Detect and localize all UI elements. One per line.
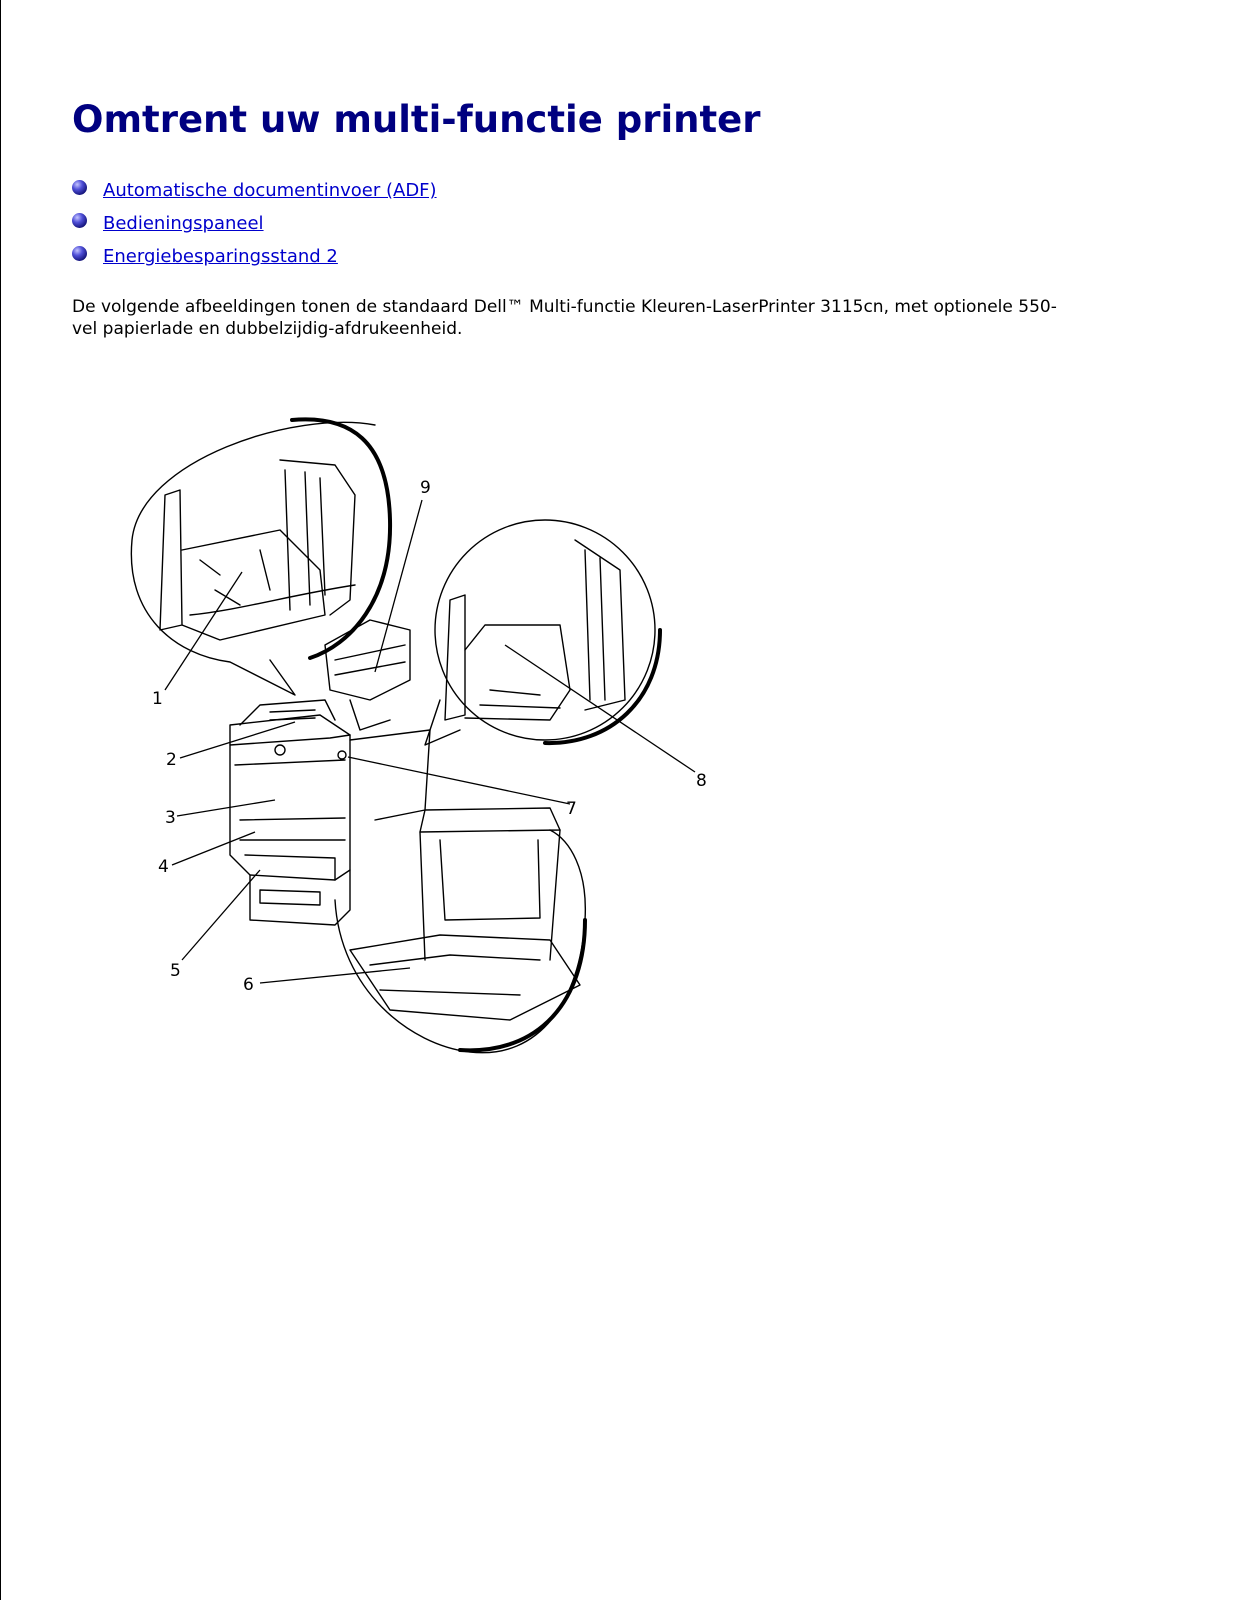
callout-6: 6 — [243, 975, 254, 995]
callout-4: 4 — [158, 857, 169, 877]
link-bedieningspaneel[interactable]: Bedieningspaneel — [103, 213, 264, 234]
toc-list — [72, 174, 437, 273]
bullet-icon — [72, 213, 87, 228]
callout-9: 9 — [420, 478, 431, 498]
list-item — [72, 207, 437, 240]
callout-2: 2 — [166, 750, 177, 770]
link-energiebesparingsstand[interactable]: Energiebesparingsstand 2 — [103, 246, 338, 267]
link-adf[interactable]: Automatische documentinvoer (ADF) — [103, 180, 437, 201]
callout-7: 7 — [566, 799, 577, 819]
page-title: Omtrent uw multi-functie printer — [72, 98, 761, 141]
callout-3: 3 — [165, 808, 176, 828]
list-item — [72, 174, 437, 207]
callout-8: 8 — [696, 771, 707, 791]
callout-5: 5 — [170, 961, 181, 981]
list-item — [72, 240, 437, 273]
left-border — [0, 0, 1, 1600]
callout-1: 1 — [152, 689, 163, 709]
printer-drawing — [120, 400, 740, 1080]
bullet-icon — [72, 246, 87, 261]
bullet-icon — [72, 180, 87, 195]
printer-illustration — [120, 400, 740, 1080]
intro-paragraph: De volgende afbeeldingen tonen de standaard Dell™ Multi-functie Kleuren-LaserPrinter 3115cn, met optionele 550-vel papierlade en dubbelzijdig-afdrukeenheid. — [72, 297, 1057, 339]
